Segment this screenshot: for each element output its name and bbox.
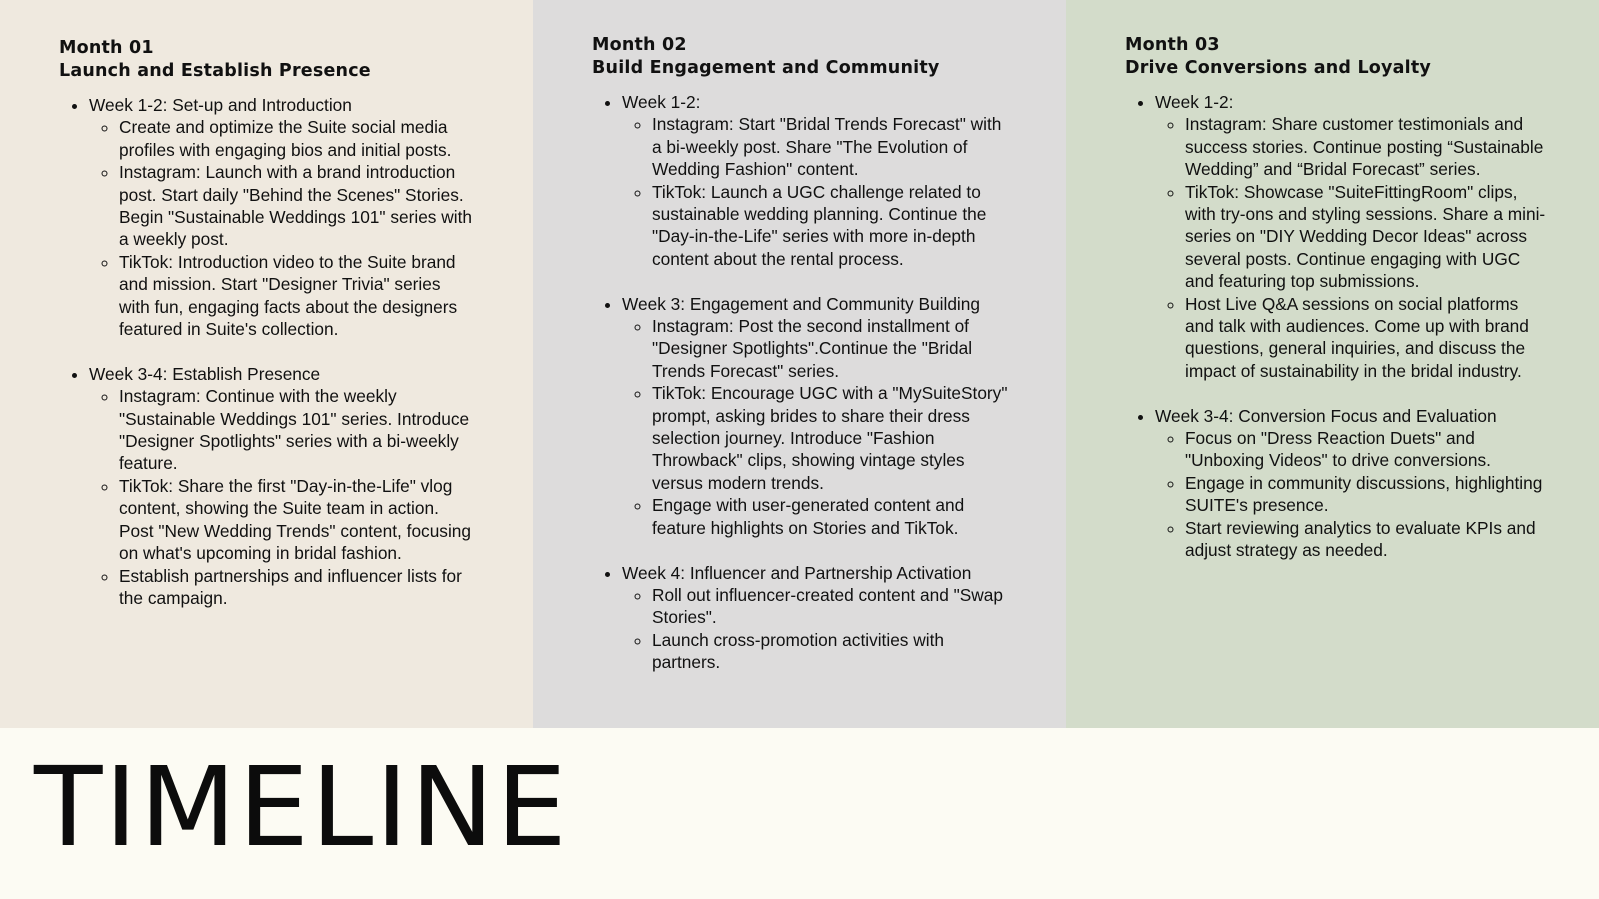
week-title: Week 3: Engagement and Community Building (622, 293, 980, 314)
month-03-subtitle: Drive Conversions and Loyalty (1125, 58, 1432, 78)
week-items (622, 584, 1026, 674)
list-item: ◦ Host Live Q&A sessions on social platforms and talk with audiences. Come up with brand questions, general inquiries, and discuss the impact of sustainability in the bridal industry. (1185, 293, 1547, 383)
list-item: ◦ Instagram: Continue with the weekly "Sustainable Weddings 101" series. Introduce "Designer Spotlights" series with a bi-weekly feature. (119, 385, 475, 475)
week-items (1155, 113, 1569, 382)
list-item: ◦ Engage with user-generated content and feature highlights on Stories and TikTok. (652, 494, 1008, 539)
list-item: ◦ Start reviewing analytics to evaluate KPIs and adjust strategy as needed. (1185, 517, 1547, 562)
list-item: ◦ Roll out influencer-created content and "Swap Stories". (652, 584, 1008, 629)
month-03-column (1066, 0, 1599, 728)
list-item: ◦ TikTok: Launch a UGC challenge related to sustainable wedding planning. Continue the "Day-in-the-Life" series with more in-depth content about the rental process. (652, 181, 1008, 271)
week-title: Week 1-2: (622, 92, 701, 112)
week-items (89, 385, 493, 609)
week-items (622, 113, 1026, 270)
list-item: ◦ Create and optimize the Suite social media profiles with engaging bios and initial posts. (119, 116, 475, 161)
week-items (1155, 427, 1569, 561)
month-01-subtitle: Launch and Establish Presence (59, 61, 371, 81)
month-02-weeks (592, 91, 1026, 674)
week-block (89, 363, 493, 609)
month-02-label: Month 02 (592, 35, 687, 55)
list-item: ◦ Instagram: Launch with a brand introduction post. Start daily "Behind the Scenes" Stories. Begin "Sustainable Weddings 101" series with a weekly post. (119, 161, 475, 251)
month-01-label: Month 01 (59, 38, 154, 58)
list-item: ◦ TikTok: Encourage UGC with a "MySuiteStory" prompt, asking brides to share their dress selection journey. Introduce "Fashion Throwback" clips, showing vintage styles versus modern trends. (652, 382, 1008, 494)
week-items (89, 116, 493, 340)
week-items (622, 315, 1026, 539)
list-item: ◦ TikTok: Introduction video to the Suite brand and mission. Start "Designer Trivia" series with fun, engaging facts about the designers featured in Suite's collection. (119, 251, 475, 341)
week-title: Week 1-2: (1155, 92, 1234, 112)
list-item: ◦ Instagram: Post the second installment of "Designer Spotlights".Continue the "Bridal Trends Forecast" series. (652, 315, 1008, 382)
list-item: ◦ Focus on "Dress Reaction Duets" and "Unboxing Videos" to drive conversions. (1185, 427, 1547, 472)
list-item: ◦ TikTok: Showcase "SuiteFittingRoom" clips, with try-ons and styling sessions. Share a mini-series on "DIY Wedding Decor Ideas" across several posts. Continue engaging with UGC and featuring top submissions. (1185, 181, 1547, 293)
month-03-weeks (1125, 91, 1569, 562)
list-item: ◦ Instagram: Share customer testimonials and success stories. Continue posting “Sustainable Wedding” and “Bridal Forecast” series. (1185, 113, 1547, 180)
week-block (1155, 405, 1569, 562)
list-item: ◦ Instagram: Start "Bridal Trends Forecast" with a bi-weekly post. Share "The Evolution of Wedding Fashion" content. (652, 113, 1008, 180)
week-block (622, 293, 1026, 539)
week-title: Week 4: Influencer and Partnership Activation (622, 562, 972, 583)
page-title: TIMELINE (34, 744, 569, 872)
week-block (622, 91, 1026, 270)
list-item: ◦ Engage in community discussions, highlighting SUITE's presence. (1185, 472, 1547, 517)
month-01-heading (59, 37, 493, 83)
week-block (89, 94, 493, 340)
list-item: ◦ Launch cross-promotion activities with partners. (652, 629, 1008, 674)
month-03-label: Month 03 (1125, 35, 1220, 55)
week-title: Week 1-2: Set-up and Introduction (89, 95, 352, 115)
month-02-subtitle: Build Engagement and Community (592, 58, 940, 78)
month-01-column (0, 0, 533, 728)
week-block (1155, 91, 1569, 382)
month-03-heading (1125, 34, 1569, 80)
week-block (622, 562, 1026, 674)
list-item: ◦ TikTok: Share the first "Day-in-the-Life" vlog content, showing the Suite team in action. Post "New Wedding Trends" content, focusing on what's upcoming in bridal fashion. (119, 475, 475, 565)
list-item: ◦ Establish partnerships and influencer lists for the campaign. (119, 565, 475, 610)
week-title: Week 3-4: Conversion Focus and Evaluation (1155, 405, 1497, 426)
month-02-column (533, 0, 1066, 728)
month-01-weeks (59, 94, 493, 609)
week-title: Week 3-4: Establish Presence (89, 363, 321, 384)
month-02-heading (592, 34, 1026, 80)
